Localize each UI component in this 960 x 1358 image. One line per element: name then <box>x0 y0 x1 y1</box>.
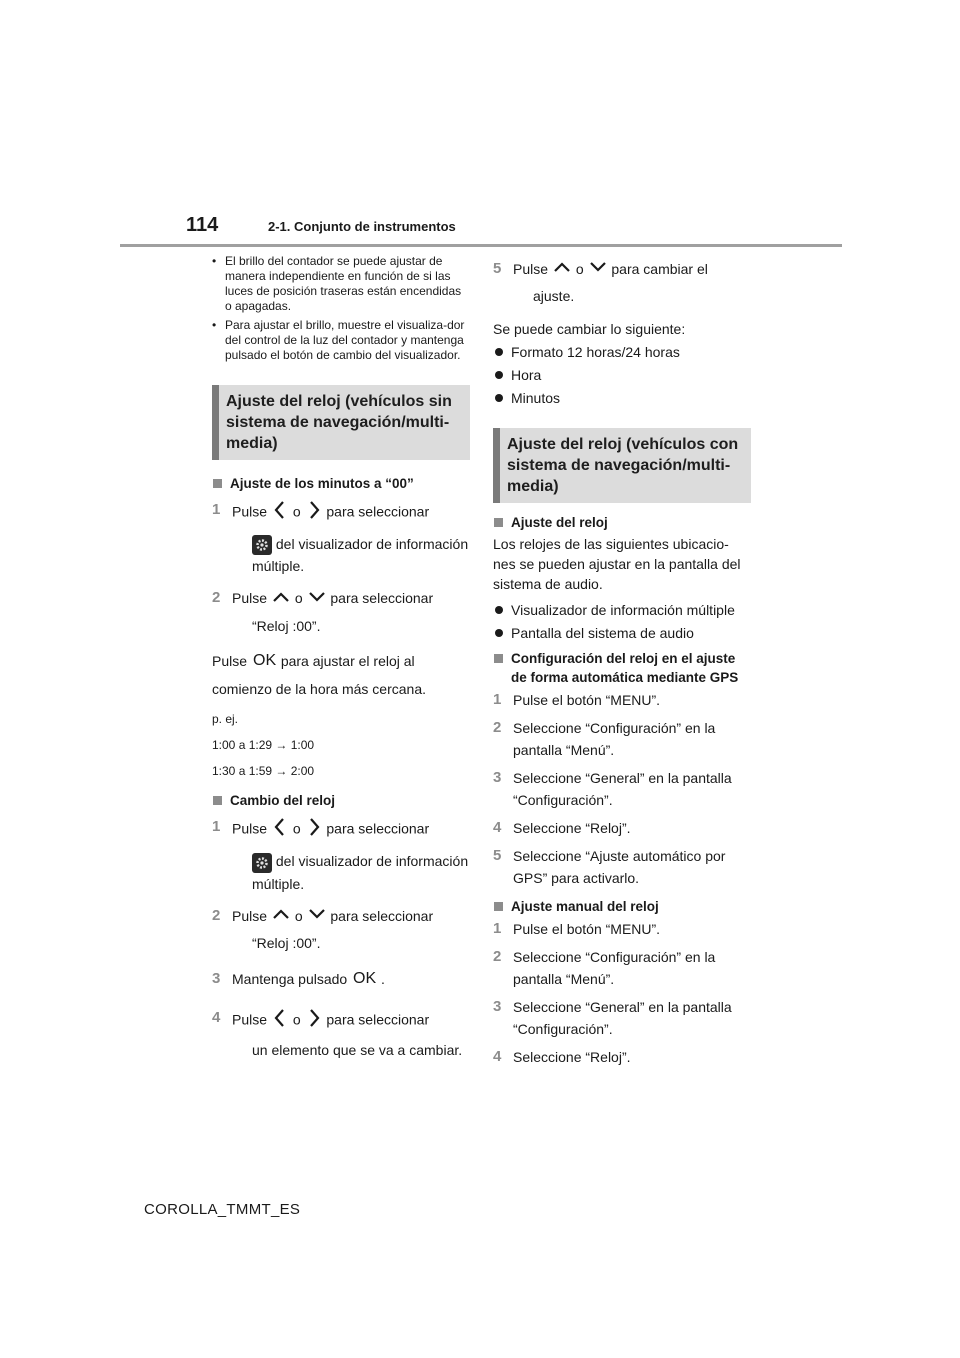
auto-step <box>493 817 751 839</box>
list-item: Minutos <box>493 388 751 408</box>
list-item: Formato 12 horas/24 horas <box>493 342 751 362</box>
step-number: 3 <box>493 998 502 1016</box>
auto-step <box>493 717 751 761</box>
step-3 <box>212 968 470 991</box>
auto-step <box>493 689 751 711</box>
step-number: 5 <box>493 260 502 277</box>
ok-icon <box>351 969 377 991</box>
step-text: o <box>294 590 303 607</box>
changes-intro: Se puede cambiar lo siguiente: <box>493 321 686 338</box>
down-chevron-icon <box>307 906 327 928</box>
ok-icon <box>251 651 277 672</box>
step-4 <box>212 1007 470 1061</box>
step-text: Seleccione “Reloj”. <box>513 820 631 837</box>
list-item: Hora <box>493 365 751 385</box>
step-text: o <box>292 1011 301 1028</box>
example-line: 1:30 a 1:59 → 2:00 <box>212 764 315 779</box>
step-text: “Reloj :00”. <box>252 617 321 634</box>
example-line: 1:00 a 1:29 → 1:00 <box>212 738 315 753</box>
step-text: Seleccione “General” en la pantalla “Configuración”. <box>513 770 732 809</box>
step-number: 4 <box>493 819 502 837</box>
header-rule <box>120 244 842 247</box>
page-number: 114 <box>186 214 219 236</box>
left-chevron-icon <box>271 1007 289 1035</box>
step-text: . <box>380 970 385 987</box>
step-text: o <box>575 261 584 277</box>
section-heading-with-nav: Ajuste del reloj (vehículos con sistema de navegación/multi-media) <box>493 428 751 503</box>
subheading-auto-gps: Configuración del reloj en el ajuste de forma automática mediante GPS <box>493 649 751 687</box>
paragraph: comienzo de la hora más cercana. <box>212 681 426 698</box>
step-number: 4 <box>212 1009 221 1027</box>
step-number: 1 <box>212 501 221 518</box>
note-item: • El brillo del contador se puede ajustar de manera independiente en función de si las luces de posición traseras están encendidas o apagadas. <box>212 254 470 314</box>
step-text: para seleccionar <box>326 503 430 520</box>
step-text: múltiple. <box>252 558 305 575</box>
step-text: Seleccione “Configuración” en la pantalla “Menú”. <box>513 720 716 759</box>
para-text: Pulse <box>212 652 248 669</box>
step-text: para seleccionar <box>330 590 434 607</box>
manual-step <box>493 918 751 940</box>
paragraph <box>212 651 470 673</box>
step-text: Pulse el botón “MENU”. <box>513 921 661 938</box>
left-chevron-icon <box>271 499 289 527</box>
auto-step <box>493 767 751 811</box>
step-text: múltiple. <box>252 875 305 892</box>
step-2 <box>212 587 470 636</box>
step-number: 2 <box>212 589 221 607</box>
example-label: p. ej. <box>212 712 239 727</box>
step-number: 2 <box>212 906 221 924</box>
svg-text:OK: OK <box>353 970 377 986</box>
step-number: 3 <box>212 969 221 987</box>
step-text: Mantenga pulsado <box>232 970 348 987</box>
step-text: ajuste. <box>533 288 575 305</box>
step-text: o <box>294 907 303 924</box>
step-number: 4 <box>493 1048 502 1066</box>
step-text: Seleccione “Reloj”. <box>513 1049 631 1066</box>
step-text: Pulse <box>232 1011 268 1028</box>
down-chevron-icon <box>588 259 608 281</box>
manual-step <box>493 996 751 1040</box>
step-5 <box>493 258 751 307</box>
step-2 <box>212 905 470 954</box>
step-text: Pulse <box>232 907 268 924</box>
right-chevron-icon <box>305 499 323 527</box>
footer-model: COROLLA_TMMT_ES <box>144 1201 301 1218</box>
step-text: “Reloj :00”. <box>252 934 321 951</box>
left-chevron-icon <box>271 816 289 844</box>
notes-list <box>212 254 470 363</box>
step-1 <box>212 816 470 894</box>
step-text: un elemento que se va a cambiar. <box>252 1042 463 1059</box>
step-text: Pulse <box>232 503 268 520</box>
manual-step <box>493 1046 751 1068</box>
step-text: o <box>292 821 301 838</box>
manual-step <box>493 946 751 990</box>
step-text: Pulse <box>232 590 268 607</box>
step-number: 1 <box>493 920 502 938</box>
gear-icon <box>252 853 272 873</box>
auto-step <box>493 845 751 889</box>
step-text: Seleccione “General” en la pantalla “Configuración”. <box>513 999 732 1038</box>
subheading-manual: Ajuste manual del reloj <box>493 897 751 916</box>
step-text: Pulse el botón “MENU”. <box>513 692 661 709</box>
subheading-minutes: Ajuste de los minutos a “00” <box>212 474 470 493</box>
list-item: Pantalla del sistema de audio <box>493 623 751 643</box>
step-text: del visualizador de información <box>275 536 469 552</box>
step-number: 2 <box>493 948 502 966</box>
svg-text:OK: OK <box>252 652 277 668</box>
list-item: Visualizador de información múltiple <box>493 600 751 620</box>
left-column <box>212 254 470 1061</box>
step-text: Pulse <box>232 821 268 838</box>
step-text: para seleccionar <box>326 1011 430 1028</box>
step-text: para seleccionar <box>330 907 434 924</box>
step-text: Pulse <box>513 261 549 277</box>
para-text: para ajustar el reloj al <box>280 652 415 669</box>
subheading-change-clock: Cambio del reloj <box>212 791 470 810</box>
step-text: para cambiar el <box>611 261 708 277</box>
step-text: Seleccione “Configuración” en la pantalla “Menú”. <box>513 949 716 988</box>
step-number: 5 <box>493 847 502 865</box>
up-chevron-icon <box>552 259 572 281</box>
step-text: del visualizador de información <box>275 853 469 870</box>
right-chevron-icon <box>305 1007 323 1035</box>
step-number: 3 <box>493 769 502 787</box>
step-1 <box>212 499 470 577</box>
step-text: Seleccione “Ajuste automático por GPS” para activarlo. <box>513 848 726 887</box>
step-number: 1 <box>493 691 502 709</box>
up-chevron-icon <box>271 589 291 611</box>
step-text: para seleccionar <box>326 821 430 838</box>
right-chevron-icon <box>305 816 323 844</box>
section-heading-without-nav: Ajuste del reloj (vehículos sin sistema de navegación/multi-media) <box>212 385 470 460</box>
up-chevron-icon <box>271 906 291 928</box>
paragraph: Los relojes de las siguientes ubicacio-nes se pueden ajustar en la pantalla del sistema de audio. <box>493 536 741 593</box>
subheading-adjust-clock: Ajuste del reloj <box>493 513 751 532</box>
step-number: 1 <box>212 818 221 836</box>
step-text: o <box>292 503 301 520</box>
right-column <box>493 258 751 1068</box>
gear-icon <box>252 535 272 555</box>
note-item: • Para ajustar el brillo, muestre el visualiza-dor del control de la luz del contador y mantenga pulsado el botón de cambio del visualizador. <box>212 318 470 363</box>
down-chevron-icon <box>307 589 327 611</box>
step-number: 2 <box>493 719 502 737</box>
section-title: 2-1. Conjunto de instrumentos <box>268 219 456 234</box>
